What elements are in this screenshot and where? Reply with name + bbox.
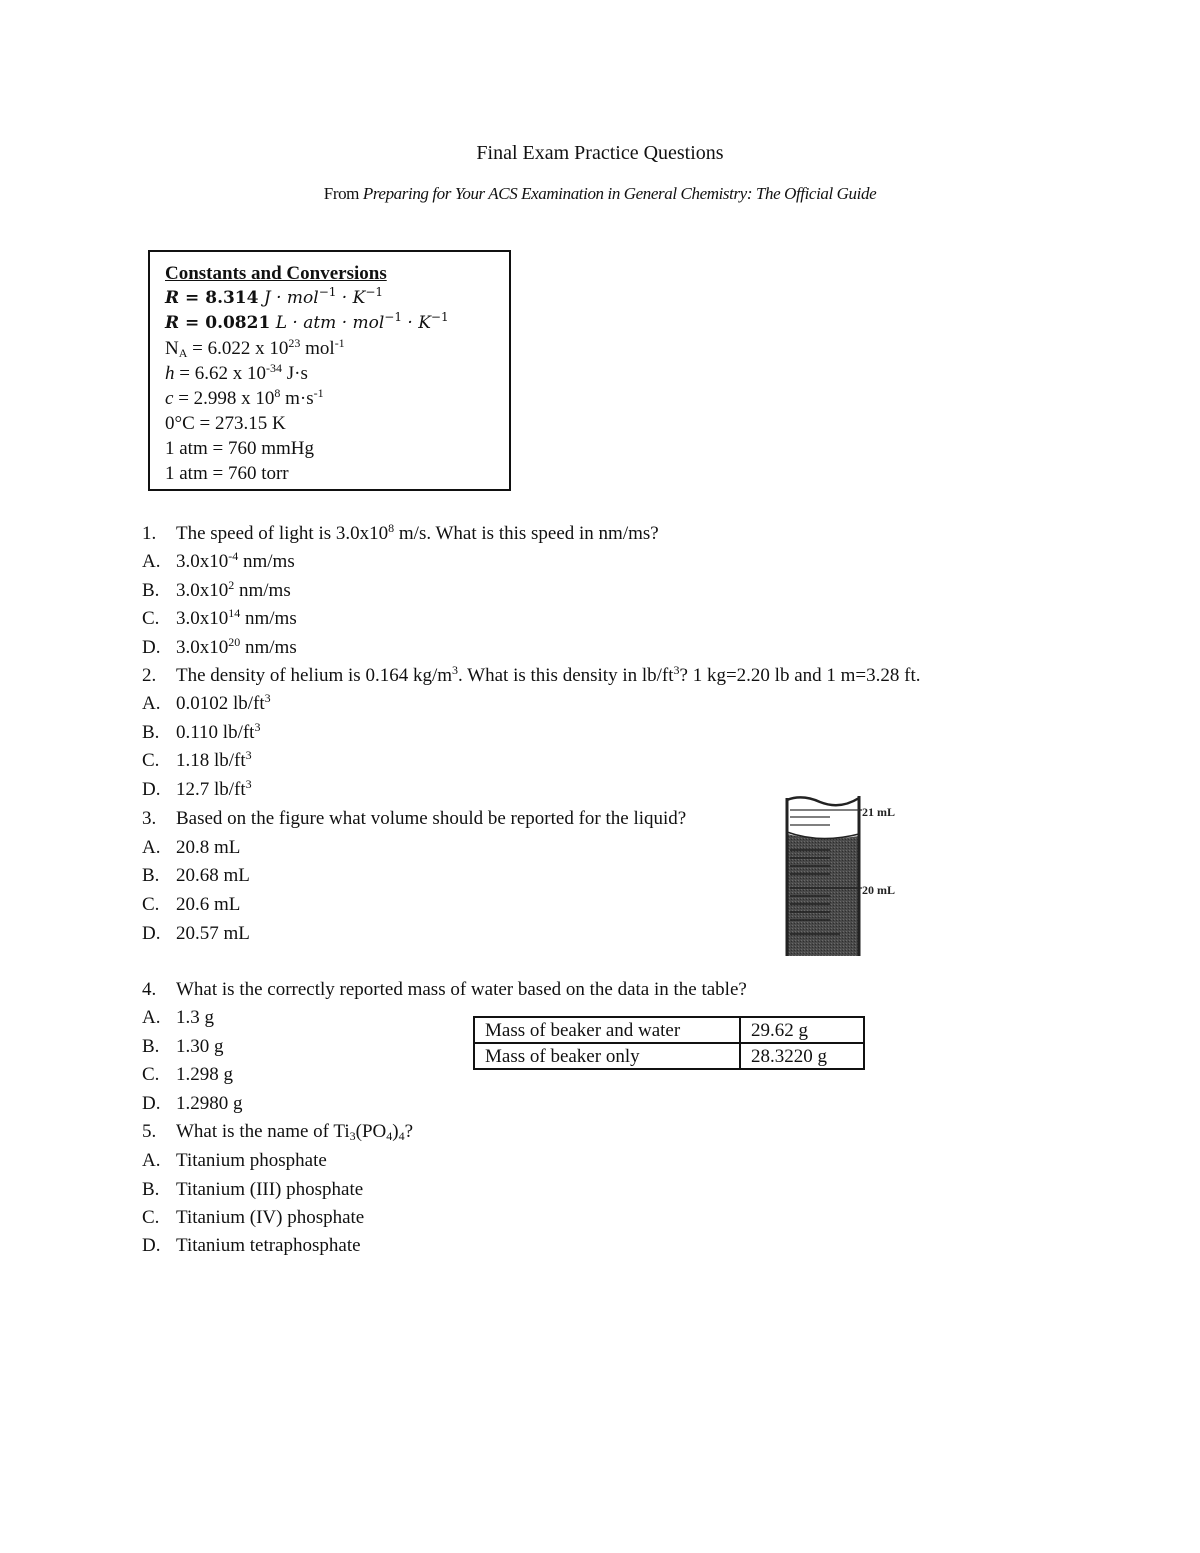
avogadro-constant: $N_A = 6.022$ x $10^{23}$ mol$^{-1}$ <box>165 336 345 360</box>
liquid-column <box>787 834 859 956</box>
table-cell: Mass of beaker and water <box>474 1017 740 1043</box>
pressure-conversion-mmhg: 1 atm = 760 mmHg <box>165 438 314 459</box>
question-5: 5. What is the name of $Ti_3(PO_4)_4$? <box>142 1121 414 1143</box>
question-4: 4. What is the correctly reported mass of water based on the data in the table? <box>142 979 747 1000</box>
temperature-conversion: 0°C = 273.15 K <box>165 413 286 434</box>
constants-heading: Constants and Conversions <box>165 263 387 284</box>
question-1-option-c: C. $3.0x10^{14}$ nm/ms <box>142 606 297 629</box>
table-cell: Mass of beaker only <box>474 1043 740 1069</box>
question-3-option-b: B. 20.68 mL <box>142 865 250 886</box>
cylinder-label-21ml: 21 mL <box>862 805 895 819</box>
question-4-option-c: C. 1.298 g <box>142 1064 233 1085</box>
speed-of-light: c = 2.998 x $10^8$ $m\cdot s^{-1}$ <box>165 386 324 409</box>
upper-graduations <box>790 810 859 825</box>
question-3-option-a: A. 20.8 mL <box>142 837 241 858</box>
question-4-option-a: A. 1.3 g <box>142 1007 214 1028</box>
question-2-option-a: A. 0.0102 $lb/ft^3$ <box>142 691 271 714</box>
question-2-option-c: C. 1.18 $lb/ft^3$ <box>142 748 252 771</box>
graduated-cylinder-figure <box>780 790 910 960</box>
mass-data-table <box>473 1016 865 1070</box>
subtitle-prefix: From <box>323 184 363 203</box>
cylinder-rim <box>787 797 859 805</box>
question-5-option-c: C. Titanium (IV) phosphate <box>142 1207 365 1228</box>
page-title: Final Exam Practice Questions <box>476 142 724 164</box>
planck-constant: h = 6.62 x $10^{-34}$ J·s <box>165 361 308 384</box>
question-3-option-c: C. 20.6 mL <box>142 894 241 915</box>
table-cell: 29.62 g <box>740 1017 864 1043</box>
question-2-option-b: B. 0.110 $lb/ft^3$ <box>142 720 261 743</box>
question-3: 3. Based on the figure what volume should be reported for the liquid? <box>142 808 687 829</box>
gas-constant-liters: R = 0.0821 L · atm · $mol^{-1} \cdot K^{-1}$ <box>165 310 449 333</box>
question-1-option-d: D. $3.0x10^{20}$ nm/ms <box>142 635 297 658</box>
question-1-option-b: B. $3.0x10^2$ nm/ms <box>142 578 291 601</box>
question-4-option-b: B. 1.30 g <box>142 1036 224 1057</box>
gas-constant-joules: R = 8.314 $J \cdot mol^{-1} \cdot K^{-1}$ <box>165 285 384 308</box>
question-2: 2. The density of helium is 0.164 $kg/m^3$. What is this density in $lb/ft^3$? 1 kg=2.20 lb and 1 m=3.28 ft. <box>142 663 921 686</box>
question-2-option-d: D. 12.7 $lb/ft^3$ <box>142 777 252 800</box>
question-5-option-a: A. Titanium phosphate <box>142 1150 327 1171</box>
constants-box <box>148 250 511 491</box>
question-3-option-d: D. 20.57 mL <box>142 923 250 944</box>
table-row <box>474 1043 864 1069</box>
book-title: Preparing for Your ACS Examination in General Chemistry: The Official Guide <box>362 184 877 203</box>
question-5-option-d: D. Titanium tetraphosphate <box>142 1235 361 1256</box>
question-5-option-b: B. Titanium (III) phosphate <box>142 1179 364 1200</box>
question-1-option-a: A. $3.0x10^{-4}$ nm/ms <box>142 549 295 572</box>
table-row <box>474 1017 864 1043</box>
page-subtitle <box>0 184 1200 204</box>
cylinder-label-20ml: 20 mL <box>862 883 895 897</box>
pressure-conversion-torr: 1 atm = 760 torr <box>165 463 289 484</box>
question-4-option-d: D. 1.2980 g <box>142 1093 243 1114</box>
question-1: 1. The speed of light is $3.0x10^8$ m/s. What is this speed in nm/ms? <box>142 521 659 544</box>
table-cell: 28.3220 g <box>740 1043 864 1069</box>
